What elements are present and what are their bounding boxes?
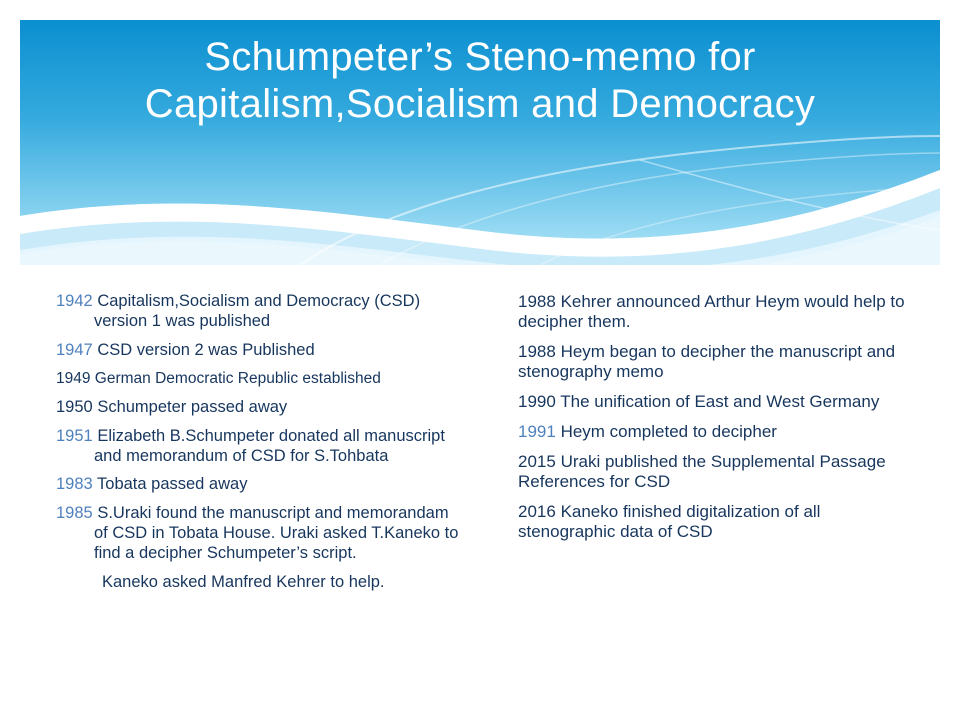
timeline-entry: [56, 573, 466, 593]
left-column: [56, 292, 466, 602]
right-column: [518, 292, 918, 552]
timeline-entry: [518, 342, 918, 382]
timeline-entry: [56, 341, 466, 361]
timeline-year: 1947: [56, 340, 93, 359]
banner-graphic: [20, 20, 940, 265]
timeline-text: Heym began to decipher the manuscript and stenography memo: [518, 342, 896, 382]
timeline-year: 1983: [56, 475, 93, 494]
timeline-entry: [56, 398, 466, 418]
timeline-text: Heym completed to decipher: [560, 422, 777, 442]
timeline-text: Uraki published the Supplemental Passage References for CSD: [518, 452, 886, 492]
timeline-year: 1942: [56, 292, 93, 310]
timeline-entry: [56, 475, 466, 495]
page-title: Schumpeter’s Steno-memo for Capitalism,Socialism and Democracy: [144, 35, 816, 126]
timeline-entry: [56, 427, 466, 467]
timeline-year: 1988: [518, 292, 556, 311]
timeline-year: 1991: [518, 422, 556, 442]
timeline-text: Kaneko finished digitalization of all stenographic data of CSD: [518, 502, 821, 542]
timeline-entry: [518, 502, 918, 542]
timeline-text: Schumpeter passed away: [97, 397, 288, 416]
timeline-year: 1949: [56, 369, 91, 387]
timeline-year: 1990: [518, 392, 556, 412]
timeline-text: The unification of East and West Germany: [560, 392, 880, 412]
timeline-year: 1985: [56, 504, 93, 523]
timeline-text: Kaneko asked Manfred Kehrer to help.: [102, 573, 385, 592]
timeline-year: 2015: [518, 452, 556, 472]
timeline-text: Tobata passed away: [97, 475, 248, 494]
timeline-entry: [518, 292, 918, 332]
timeline-text: German Democratic Republic established: [94, 369, 381, 387]
timeline-text: CSD version 2 was Published: [97, 340, 315, 359]
timeline-entry: [518, 392, 918, 412]
timeline-text: Kehrer announced Arthur Heym would help to decipher them.: [518, 292, 905, 332]
timeline-year: 2016: [518, 502, 556, 522]
timeline-year: 1951: [56, 426, 93, 445]
timeline-entry: [518, 452, 918, 492]
timeline-text: Elizabeth B.Schumpeter donated all manuscript and memorandum of CSD for S.Tohbata: [94, 426, 445, 465]
timeline-entry: [56, 504, 466, 564]
timeline-text: Capitalism,Socialism and Democracy (CSD) version 1 was published: [94, 292, 421, 330]
timeline-entry: [56, 370, 466, 389]
timeline-text: S.Uraki found the manuscript and memorandam of CSD in Tobata House. Uraki asked T.Kaneko to find a decipher Schumpeter’s script.: [94, 504, 459, 563]
timeline-year: 1950: [56, 397, 93, 416]
title-banner: [20, 20, 940, 265]
timeline-entry: [56, 292, 466, 332]
content-columns: [0, 292, 960, 692]
timeline-year: 1988: [518, 342, 556, 362]
timeline-entry: [518, 422, 918, 442]
